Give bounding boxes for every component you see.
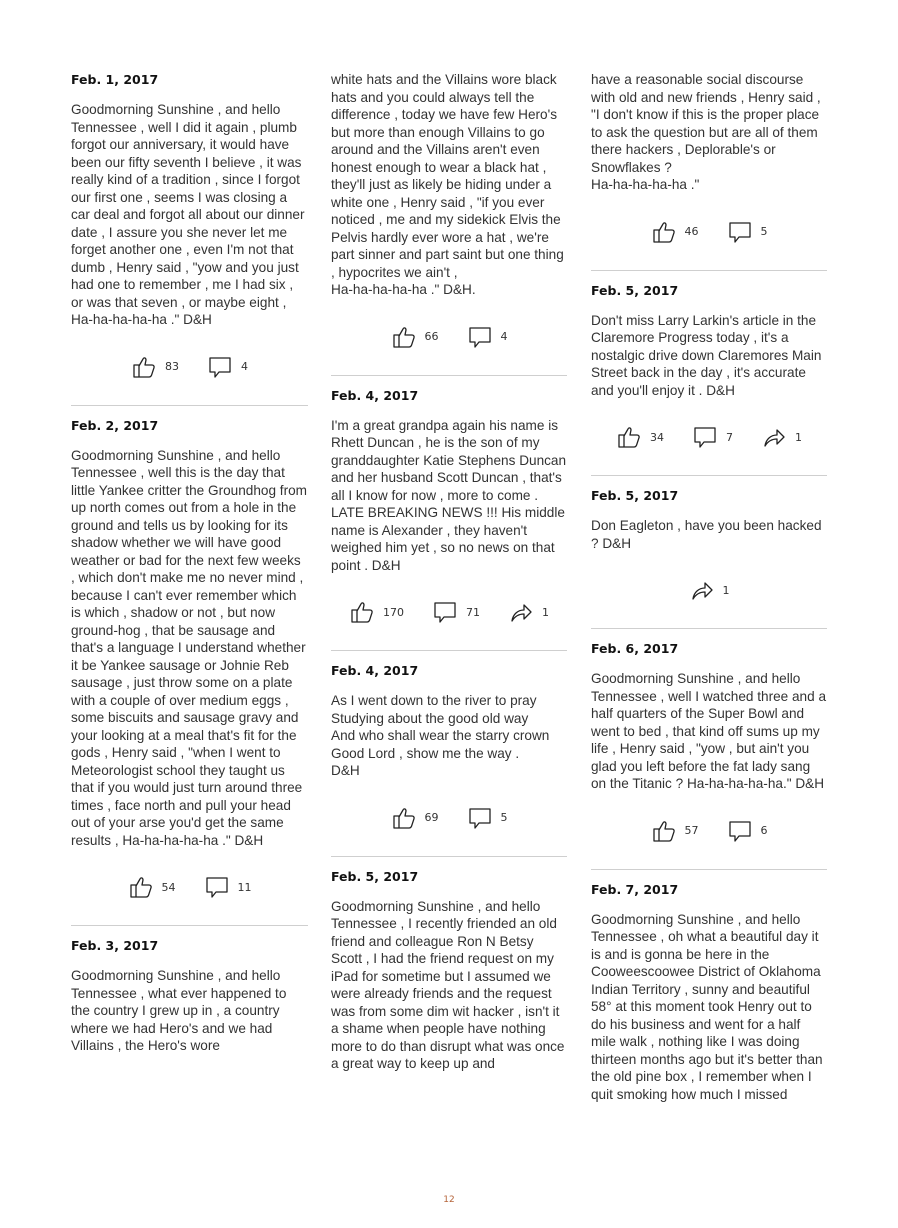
comment-count: 71 xyxy=(466,605,480,619)
post-text: Don't miss Larry Larkin's article in the Claremore Progress today , it's a nostalgic drive down Claremores Main Street back in the day , it's accurate and you'll enjoy it . D&H xyxy=(591,312,822,398)
post xyxy=(331,388,567,652)
thumbs-up-icon xyxy=(391,324,417,350)
post-text: white hats and the Villains wore black hats and you could always tell the difference , today we have few Hero's but more than enough Villains to go around and the Villains aren't even honest enough to wear a black hat , they'll just as likely be hiding under a white one , Henry said , "if you ever noticed , me and my sidekick Elvis the Pelvis hardly ever wore a hat , we're part sinner and part saint but one thing , hypocrites we ain't , Ha-ha-ha-ha-ha ." D&H. xyxy=(331,72,564,297)
post-date: Feb. 5, 2017 xyxy=(331,868,419,884)
comment-bubble-icon xyxy=(727,818,753,844)
comment-stat[interactable] xyxy=(432,599,480,625)
post xyxy=(591,882,827,1104)
thumbs-up-icon xyxy=(349,599,375,625)
like-count: 83 xyxy=(165,360,179,373)
share-stat[interactable] xyxy=(508,599,549,625)
post-stats xyxy=(591,214,827,250)
post-text: Don Eagleton , have you been hacked ? D&H xyxy=(591,518,822,551)
post-stats xyxy=(71,869,308,905)
comment-stat[interactable] xyxy=(727,818,768,844)
share-arrow-icon xyxy=(508,599,534,625)
post-text: Goodmorning Sunshine , and hello Tennessee , I recently friended an old friend and colleague Ron N Betsy Scott , I had the friend request on my iPad for sometime but I assumed we were already friends and the request was from some dim wit hacker , isn't it a shame when people have nothing more to do than disrupt what was once a great way to keep up and xyxy=(331,898,565,1071)
comment-count: 5 xyxy=(760,225,768,238)
like-stat[interactable] xyxy=(651,219,699,245)
share-count: 1 xyxy=(795,430,802,444)
comment-stat[interactable] xyxy=(207,354,248,380)
page-number: 12 xyxy=(443,1195,455,1205)
divider xyxy=(591,869,827,870)
like-count: 170 xyxy=(383,605,404,619)
divider xyxy=(331,375,567,376)
like-stat[interactable] xyxy=(128,874,176,900)
comment-bubble-icon xyxy=(692,424,718,450)
post-text: Goodmorning Sunshine , and hello Tennessee , well I watched three and a half quarters of the Super Bowl and went to bed , that kind off sums up my life , Henry said , "yow , but ain't you glad you left before the fat lady sang on the Titanic ? Ha-ha-ha-ha-ha." D&H xyxy=(591,671,827,791)
comment-bubble-icon xyxy=(432,599,458,625)
post-text: I'm a great grandpa again his name is Rhett Duncan , he is the son of my granddaughter Katie Stephens Duncan and her husband Scott Duncan , that's all I know for now , more to come . LATE BREAKING NEWS !!! His middle name is Alexander , they haven't weighed him yet , so no news on that point . D&H xyxy=(331,417,567,573)
post-date: Feb. 5, 2017 xyxy=(591,488,679,503)
post-text: Goodmorning Sunshine , and hello Tennessee , well I did it again , plumb forgot our anniversary, it would have been our fifty seventh I believe , it was really kind of a tradition , since I forgot our first one , seems I was closing a car deal and forgot all about our dinner date , I assure you she never let me forget another one , even I'm not that dumb , Henry said , "yow and you just had one to remember , me I had six , or was that seven , or maybe eight , Ha-ha-ha-ha-ha ." D&H xyxy=(71,102,305,327)
post-stats xyxy=(591,813,827,849)
divider xyxy=(71,405,308,406)
thumbs-up-icon xyxy=(391,805,417,831)
post-date: Feb. 2, 2017 xyxy=(71,417,159,433)
post xyxy=(71,72,308,406)
like-stat[interactable] xyxy=(391,324,439,350)
comment-bubble-icon xyxy=(467,805,493,831)
comment-bubble-icon xyxy=(204,874,230,900)
divider xyxy=(331,856,567,857)
like-stat[interactable] xyxy=(616,424,664,450)
like-count: 57 xyxy=(684,824,699,837)
comment-count: 4 xyxy=(500,330,508,343)
column-2 xyxy=(331,60,567,1073)
post-date: Feb. 4, 2017 xyxy=(331,387,419,403)
share-count: 1 xyxy=(542,605,549,619)
post-text: As I went down to the river to pray Studying about the good old way And who shall wear the starry crown Good Lord , show me the way . D&H xyxy=(331,693,550,778)
thumbs-up-icon xyxy=(128,874,154,900)
like-count: 69 xyxy=(424,811,439,824)
like-stat[interactable] xyxy=(349,599,404,625)
post-date: Feb. 4, 2017 xyxy=(331,663,419,678)
comment-bubble-icon xyxy=(467,324,493,350)
comment-stat[interactable] xyxy=(204,874,252,900)
post-continuation xyxy=(331,71,567,376)
like-count: 34 xyxy=(650,430,664,444)
post xyxy=(71,418,308,927)
post-date: Feb. 6, 2017 xyxy=(591,641,679,656)
post-stats xyxy=(71,349,308,385)
post-date: Feb. 5, 2017 xyxy=(591,282,679,298)
post-continuation xyxy=(591,71,827,271)
thumbs-up-icon xyxy=(651,219,677,245)
post xyxy=(591,641,827,870)
post-text: Goodmorning Sunshine , and hello Tennessee , what ever happened to the country I grew up in , a country where we had Hero's and we had Villains , the Hero's wore xyxy=(71,968,287,1053)
comment-bubble-icon xyxy=(727,219,753,245)
share-stat[interactable] xyxy=(761,424,802,450)
share-stat[interactable] xyxy=(689,577,730,603)
share-arrow-icon xyxy=(761,424,787,450)
post-date: Feb. 7, 2017 xyxy=(591,881,679,897)
post-stats xyxy=(331,319,567,355)
post xyxy=(71,938,308,1055)
share-arrow-icon xyxy=(689,577,715,603)
comment-stat[interactable] xyxy=(692,424,733,450)
comment-count: 6 xyxy=(760,824,768,837)
comment-bubble-icon xyxy=(207,354,233,380)
post xyxy=(591,283,827,477)
thumbs-up-icon xyxy=(616,424,642,450)
post-stats xyxy=(591,572,827,608)
post xyxy=(591,488,827,629)
column-3 xyxy=(591,60,827,1103)
like-count: 46 xyxy=(684,225,699,238)
post-date: Feb. 3, 2017 xyxy=(71,938,159,953)
divider xyxy=(331,650,567,651)
divider xyxy=(71,925,308,926)
post xyxy=(331,663,567,857)
post-stats xyxy=(331,800,567,836)
post-text: have a reasonable social discourse with old and new friends , Henry said , "I don't know if this is the proper place to ask the question but are all of them there hackers , Deplorable's or Snowflakes ? Ha-ha-ha-ha-ha ." xyxy=(591,72,821,192)
thumbs-up-icon xyxy=(651,818,677,844)
comment-stat[interactable] xyxy=(467,324,508,350)
comment-count: 4 xyxy=(241,360,248,373)
post-stats xyxy=(591,419,827,455)
post-text: Goodmorning Sunshine , and hello Tennessee , well this is the day that little Yankee critter the Groundhog from up north comes out from a hole in the ground and tells us by looking for its shadow whether we will have good weather or bad for the next few weeks , which don't make me no never mind , because I can't ever remember which is which , shadow or not , but now ground-hog , that be sausage and that's a language I understand whether it be Yankee sausage or Johnie Reb sausage , just throw some on a plate with a couple of over medium eggs , some biscuits and sausage gravy and your looking at a meal that's fit for the gods , Henry said , "when I went to Meteorologist school they taught us that if you would just turn around three times , face north and pull your head out of your arse you'd get the same results , Ha-ha-ha-ha-ha ." D&H xyxy=(71,447,307,848)
divider xyxy=(591,270,827,271)
share-count: 1 xyxy=(722,583,730,597)
like-stat[interactable] xyxy=(131,354,179,380)
comment-stat[interactable] xyxy=(727,219,768,245)
divider xyxy=(591,475,827,476)
like-stat[interactable] xyxy=(651,818,699,844)
divider xyxy=(591,628,827,629)
comment-stat[interactable] xyxy=(467,805,508,831)
column-1 xyxy=(71,60,308,1055)
comment-count: 5 xyxy=(500,811,508,824)
like-count: 66 xyxy=(424,330,439,343)
like-stat[interactable] xyxy=(391,805,439,831)
like-count: 54 xyxy=(161,880,176,894)
post-text: Goodmorning Sunshine , and hello Tennessee , oh what a beautiful day it is and is gonna be here in the Cooweescoowee District of Oklahoma Indian Territory , sunny and beautiful 58° at this moment took Henry out to do his business and went for a half mile walk , nothing like I was doing thirteen months ago but it's better than the old pine box , I remember when I quit smoking how much I missed xyxy=(591,911,823,1102)
post xyxy=(331,869,567,1073)
post-stats xyxy=(331,594,567,630)
thumbs-up-icon xyxy=(131,354,157,380)
post-date: Feb. 1, 2017 xyxy=(71,72,159,87)
comment-count: 11 xyxy=(237,880,252,894)
comment-count: 7 xyxy=(726,430,733,444)
